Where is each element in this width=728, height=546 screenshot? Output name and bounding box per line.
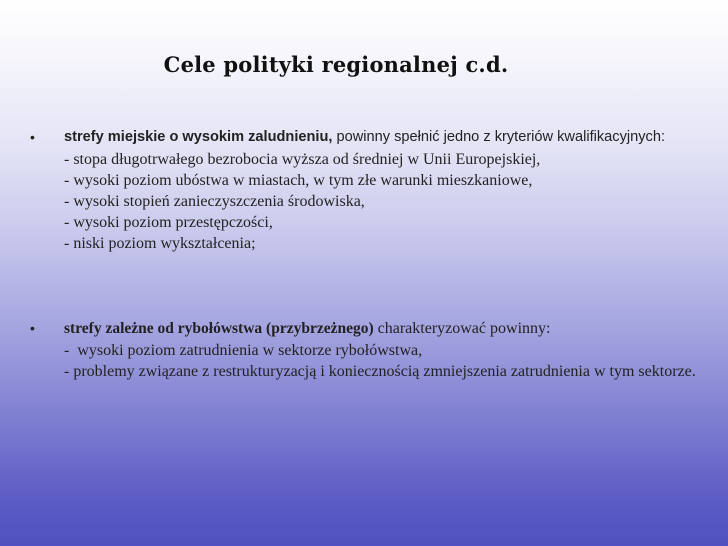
criterion-line: - wysoki stopień zanieczyszczenia środowiska, (64, 193, 365, 210)
criterion-line: - wysoki poziom przestępczości, (64, 214, 273, 231)
bullet-urban-zones (30, 129, 700, 252)
bullet-lead-text (64, 320, 700, 337)
bullet-dot-icon: • (30, 320, 35, 336)
criterion-line: - wysoki poziom ubóstwa w miastach, w tym złe warunki mieszkaniowe, (64, 172, 533, 189)
bullet-dot-icon: • (30, 129, 35, 145)
bullet-row (30, 129, 700, 146)
criterion-line: - problemy związane z restrukturyzacją i koniecznością zmniejszenia zatrudnienia w tym sektorze. (64, 363, 696, 380)
bullet-lead-bold: strefy miejskie o wysokim zaludnieniu, (64, 129, 333, 145)
criterion-line: - stopa długotrwałego bezrobocia wyższa od średniej w Unii Europejskiej, (64, 151, 541, 168)
slide-title: Cele polityki regionalnej c.d. (163, 52, 509, 77)
bullet-fishing-zones (30, 320, 700, 380)
bullet-lead-bold: strefy zależne od rybołówstwa (przybrzeżnego) (64, 320, 374, 337)
bullet-lead-rest: powinny spełnić jedno z kryteriów kwalifikacyjnych: (332, 129, 666, 145)
criterion-line: - wysoki poziom zatrudnienia w sektorze rybołówstwa, (64, 342, 423, 359)
criterion-line: - niski poziom wykształcenia; (64, 235, 256, 252)
bullet-lead-rest: charakteryzować powinny: (373, 320, 551, 337)
bullet-row (30, 320, 700, 337)
bullet-lead-text (64, 129, 700, 146)
